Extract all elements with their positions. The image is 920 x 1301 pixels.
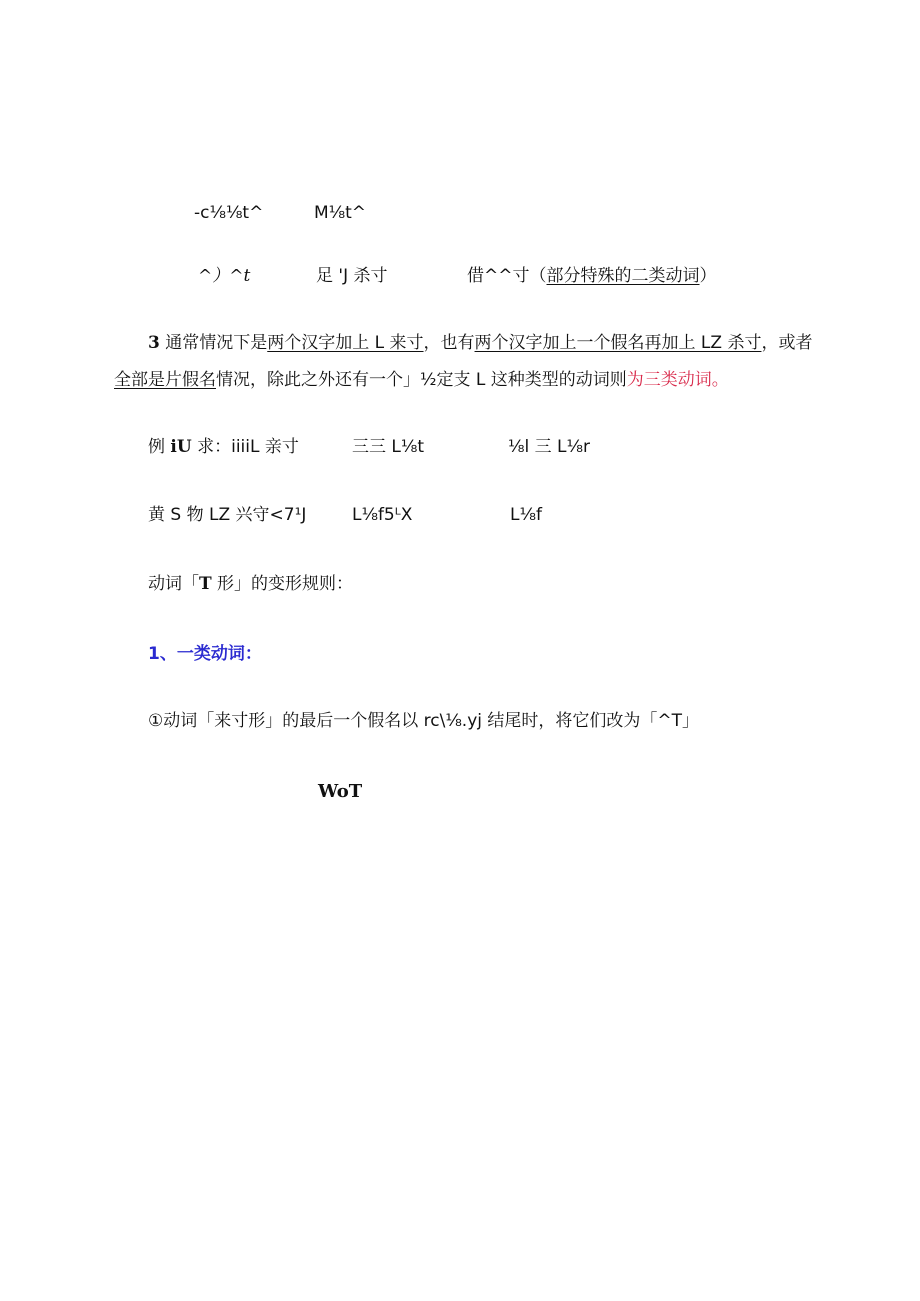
- example-row-1-col-3: ⅛l 三 L⅛r: [508, 437, 590, 457]
- conjugation-row-2-col-1: ^）^t: [198, 266, 251, 286]
- example-row-1-col-2: 三三 L⅛t: [352, 437, 425, 457]
- class3-verb-highlight: 为三类动词。: [626, 370, 729, 390]
- example-row-2-col-3: L⅛f: [510, 505, 542, 525]
- para3-text-e: ，或者: [761, 333, 813, 353]
- conjugation-row-2-col-3: [467, 264, 717, 288]
- para3-text-c: ，也有: [423, 333, 475, 353]
- para3-underline-1: 两个汉字加上 L 来寸: [267, 333, 424, 353]
- te-form-rule-heading: [148, 572, 353, 596]
- para3-underline-3: 全部是片假名: [114, 370, 216, 390]
- row2-col3-suffix: ）: [699, 266, 717, 286]
- special-class2-note: 部分特殊的二类动词: [546, 266, 700, 286]
- row2-col3-prefix: 借^^寸（: [467, 266, 547, 286]
- ex1-prefix: 例: [148, 437, 171, 457]
- example-row-2-col-1: 黄 S 物 LZ 兴守<7¹J: [148, 505, 307, 525]
- conjugation-row-1-col-1: -c⅛⅛t^: [194, 203, 264, 223]
- rule-1: ①动词「来寸形」的最后一个假名以 rc\⅛.yj 结尾时，将它们改为「^T」: [148, 711, 700, 731]
- conjugation-row-1-col-2: M⅛t^: [314, 203, 367, 223]
- heading-suffix: 形」的变形规则：: [211, 574, 354, 594]
- paragraph-3-line-2: [114, 368, 729, 392]
- conjugation-row-2-col-2: 足 'J 杀寸: [316, 266, 388, 286]
- heading-te: T: [199, 574, 212, 594]
- wot-label: WoT: [318, 781, 363, 802]
- para3-text-f: 情况，除此之外还有一个」½定支 L 这种类型的动词则: [216, 370, 627, 390]
- ex1-bold: iU: [170, 437, 192, 457]
- paragraph-3-line-1: [148, 331, 812, 355]
- para3-underline-2: 两个汉字加上一个假名再加上 LZ 杀寸: [474, 333, 762, 353]
- ex1-rest: 求：iiiiL 亲寸: [191, 437, 299, 457]
- para3-text-a: 通常情况下是: [165, 333, 268, 353]
- section-1-heading: 1、一类动词：: [148, 644, 262, 664]
- example-row-2-col-2: L⅛f5ᴸX: [352, 505, 413, 525]
- paragraph-3-number: 3: [148, 333, 160, 353]
- heading-prefix: 动词「: [148, 574, 199, 594]
- example-row-1-col-1: [148, 435, 299, 459]
